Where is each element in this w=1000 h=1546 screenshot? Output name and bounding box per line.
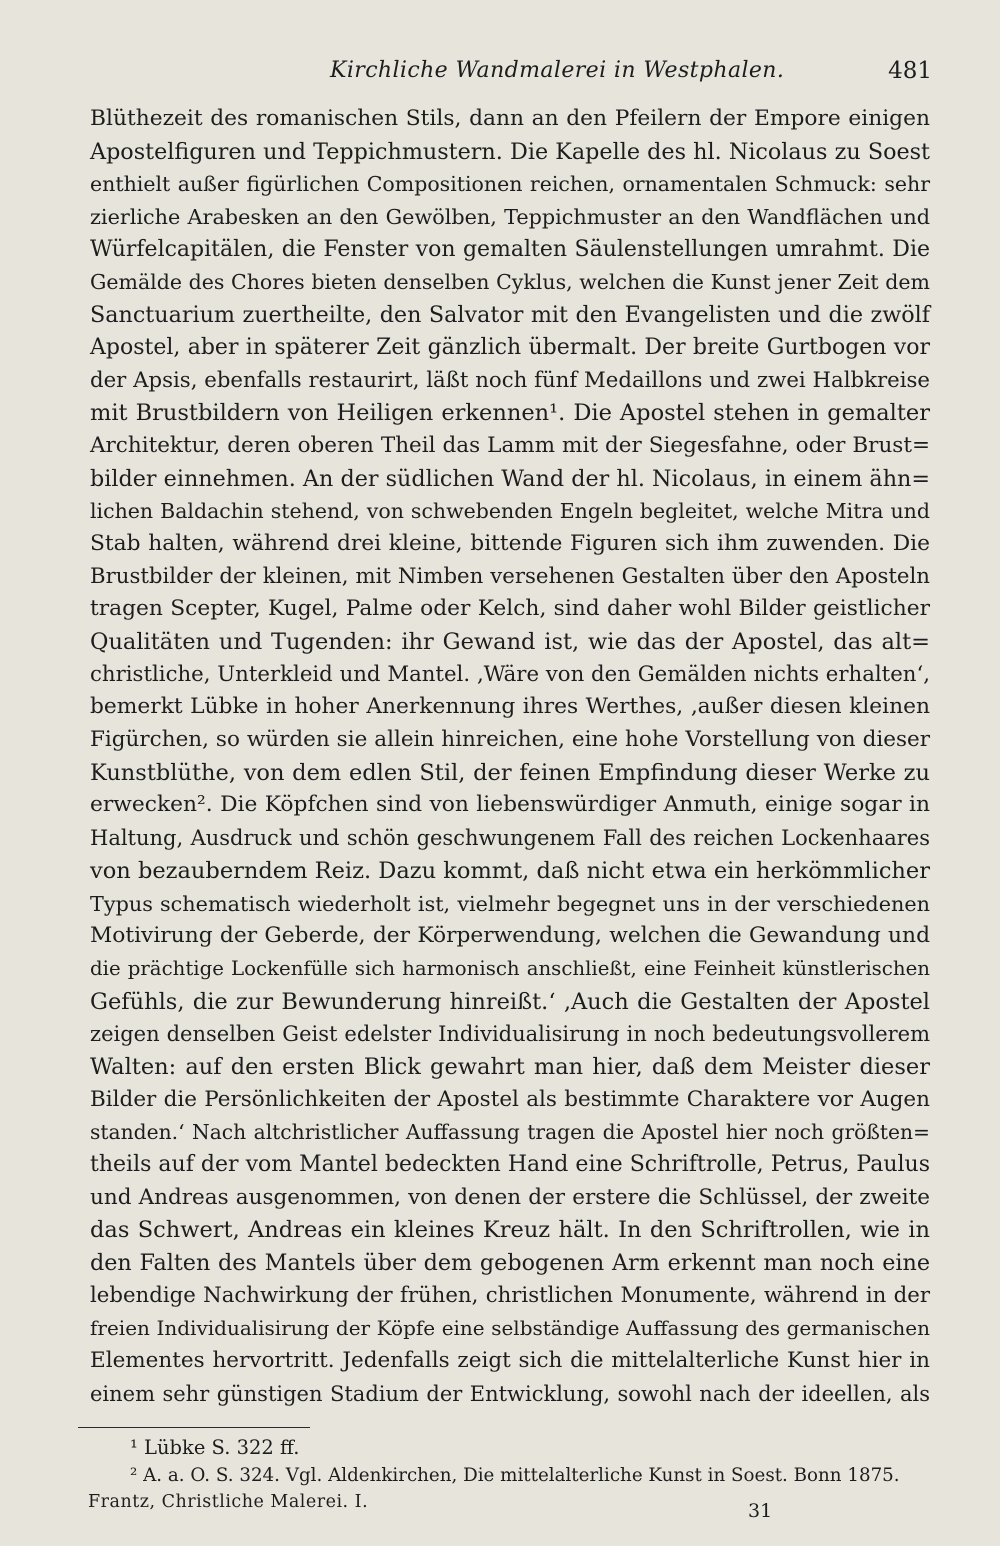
text-line: Apostelfiguren und Teppichmustern. Die Kapelle des hl. Nicolaus zu Soest — [90, 138, 930, 165]
text-line: bemerkt Lübke in hoher Anerkennung ihres Werthes, ‚außer diesen kleinen — [90, 694, 930, 720]
text-line: den Falten des Mantels über dem gebogenen Arm erkennt man noch eine — [90, 1250, 930, 1277]
text-line: Qualitäten und Tugenden: ihr Gewand ist, wie das der Apostel, das alt= — [90, 629, 930, 655]
text-line: Gefühls, die zur Bewunderung hinreißt.‘ ‚Auch die Gestalten der Apostel — [90, 988, 930, 1015]
text-line: Gemälde des Chores bieten denselben Cyklus, welchen die Kunst jener Zeit dem — [90, 270, 930, 295]
text-line: das Schwert, Andreas ein kleines Kreuz hält. In den Schriftrollen, wie in — [90, 1217, 930, 1244]
text-line: bilder einnehmen. An der südlichen Wand der hl. Nicolaus, in einem ähn= — [90, 465, 930, 492]
text-line: mit Brustbildern von Heiligen erkennen¹. Die Apostel stehen in gemalter — [90, 400, 930, 427]
signature-mark: Frantz, Christliche Malerei. I. — [88, 1492, 369, 1512]
text-line: Würfelcapitälen, die Fenster von gemalten Säulenstellungen umrahmt. Die — [90, 236, 930, 262]
text-line: Architektur, deren oberen Theil das Lamm mit der Siegesfahne, oder Brust= — [90, 432, 930, 458]
text-line: Kunstblüthe, von dem edlen Stil, der feinen Empfindung dieser Werke zu — [90, 759, 930, 786]
text-line: christliche, Unterkleid und Mantel. ‚Wäre von den Gemälden nichts erhalten‘, — [90, 661, 930, 687]
text-line: lichen Baldachin stehend, von schwebenden Engeln begleitet, welche Mitra und — [90, 499, 930, 524]
footnote-rule — [78, 1427, 310, 1428]
text-line: die prächtige Lockenfülle sich harmonisch anschließt, eine Feinheit künstlerischen — [90, 956, 930, 980]
text-line: Brustbilder der kleinen, mit Nimben versehenen Gestalten über den Aposteln — [90, 563, 930, 589]
text-line: Blüthezeit des romanischen Stils, dann an den Pfeilern der Empore einigen — [90, 106, 930, 131]
page-number: 481 — [888, 58, 932, 84]
text-line: einem sehr günstigen Stadium der Entwicklung, sowohl nach der ideellen, als — [90, 1381, 930, 1406]
text-line: von bezauberndem Reiz. Dazu kommt, daß nicht etwa ein herkömmlicher — [90, 857, 930, 884]
text-line: Sanctuarium zuertheilte, den Salvator mit den Evangelisten und die zwölf — [90, 302, 930, 329]
text-line: standen.‘ Nach altchristlicher Auffassung tragen die Apostel hier noch größten= — [90, 1120, 930, 1145]
text-line: tragen Scepter, Kugel, Palme oder Kelch, sind daher wohl Bilder geistlicher — [90, 596, 930, 622]
footnote: ² A. a. O. S. 324. Vgl. Aldenkirchen, Die mittelalterliche Kunst in Soest. Bonn 1875. — [130, 1465, 900, 1486]
text-line: Bilder die Persönlichkeiten der Apostel als bestimmte Charaktere vor Augen — [90, 1086, 930, 1112]
text-line: Apostel, aber in späterer Zeit gänzlich übermalt. Der breite Gurtbogen vor — [90, 334, 930, 360]
text-line: Typus schematisch wiederholt ist, vielmehr begegnet uns in der verschiedenen — [90, 891, 930, 916]
text-line: Walten: auf den ersten Blick gewahrt man hier, daß dem Meister dieser — [90, 1053, 930, 1080]
body-text — [90, 103, 930, 1411]
sheet-number: 31 — [748, 1500, 773, 1522]
text-line: theils auf der vom Mantel bedeckten Hand eine Schriftrolle, Petrus, Paulus — [90, 1152, 930, 1177]
text-line: Stab halten, während drei kleine, bittende Figuren sich ihm zuwenden. Die — [90, 530, 930, 556]
text-line: und Andreas ausgenommen, von denen der erstere die Schlüssel, der zweite — [90, 1184, 930, 1210]
text-line: Elementes hervortritt. Jedenfalls zeigt sich die mittelalterliche Kunst hier in — [90, 1348, 930, 1374]
text-line: freien Individualisirung der Köpfe eine selbständige Auffassung des germanischen — [90, 1316, 930, 1341]
footnote: ¹ Lübke S. 322 ff. — [130, 1436, 300, 1459]
text-line: zierliche Arabesken an den Gewölben, Teppichmuster an den Wandflächen und — [90, 205, 930, 230]
text-line: lebendige Nachwirkung der frühen, christlichen Monumente, während in der — [90, 1282, 930, 1308]
text-line: Motivirung der Geberde, der Körperwendung, welchen die Gewandung und — [90, 923, 930, 949]
text-line: erwecken². Die Köpfchen sind von liebenswürdiger Anmuth, einige sogar in — [90, 792, 930, 818]
text-line: Haltung, Ausdruck und schön geschwungenem Fall des reichen Lockenhaares — [90, 826, 930, 851]
footnote-2-row — [120, 1460, 920, 1492]
running-head: Kirchliche Wandmalerei in Westphalen. — [330, 58, 785, 83]
text-line: enthielt außer figürlichen Compositionen reichen, ornamentalen Schmuck: sehr — [90, 172, 930, 197]
text-line: der Apsis, ebenfalls restaurirt, läßt noch fünf Medaillons und zwei Halbkreise — [90, 367, 930, 393]
text-line: Figürchen, so würden sie allein hinreichen, eine hohe Vorstellung von dieser — [90, 727, 930, 753]
text-line: zeigen denselben Geist edelster Individualisirung in noch bedeutungsvollerem — [90, 1022, 930, 1047]
